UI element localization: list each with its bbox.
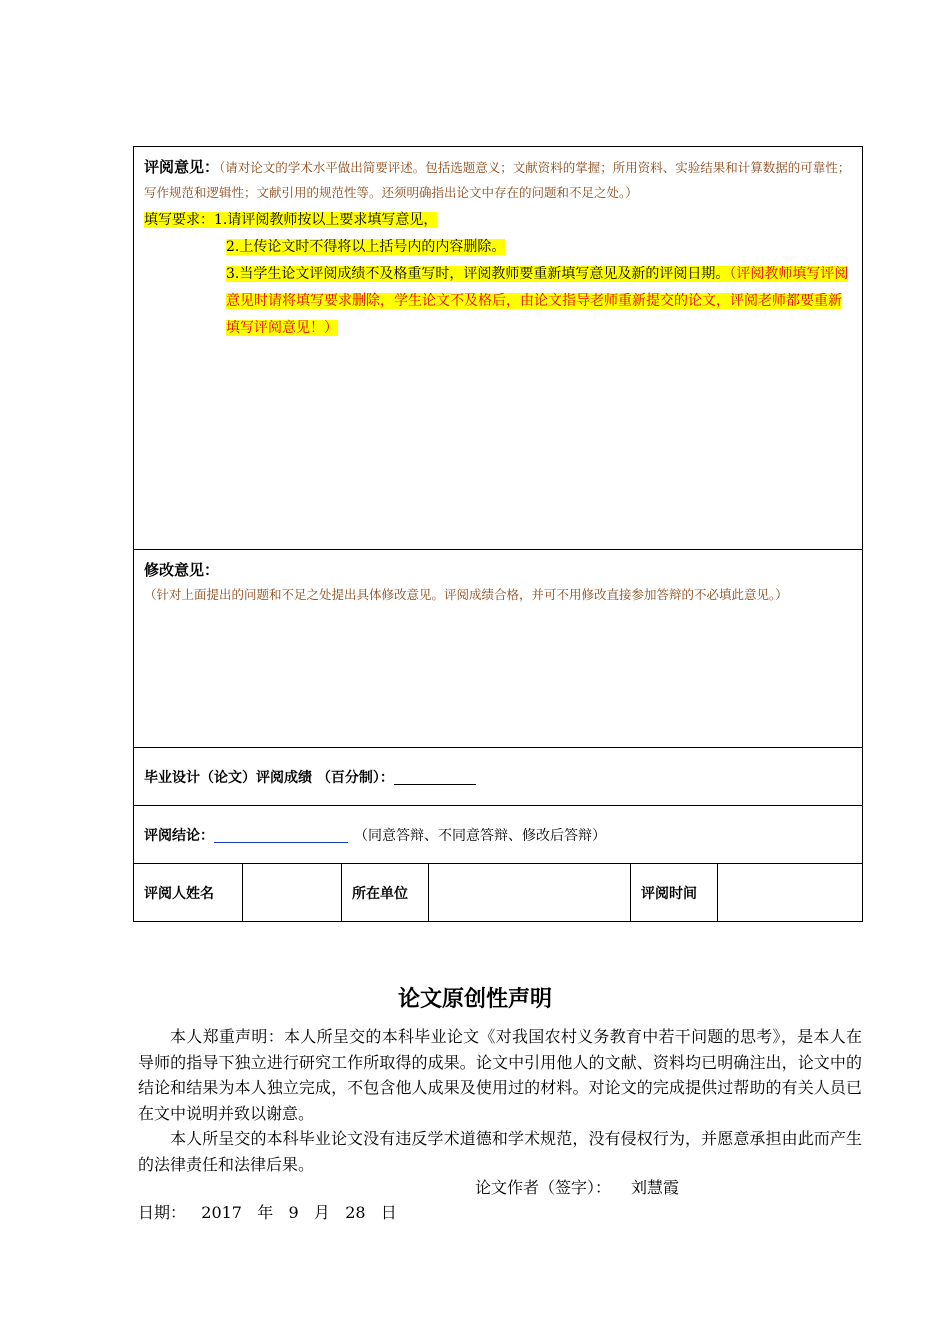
conclusion-label: 评阅结论： [144,827,214,844]
declaration-title: 论文原创性声明 [397,987,552,1012]
review-comments-cell[interactable] [134,147,863,550]
revision-note: （针对上面提出的问题和不足之处提出具体修改意见。评阅成绩合格，并可不用修改直接参加答辩的不必填此意见。） [144,587,788,602]
reviewer-name-label: 评阅人姓名 [144,885,214,902]
req-label: 填写要求： [144,212,214,228]
conclusion-cell [134,806,863,864]
declaration-paragraph-1: 本人郑重声明：本人所呈交的本科毕业论文《对我国农村义务教育中若干问题的思考》，是本人在导师的指导下独立进行研究工作所取得的成果。论文中引用他人的文献、资料均已明确注出，论文中的结论和结果为本人独立完成，不包含他人成果及使用过的材料。对论文的完成提供过帮助的有关人员已在文中说明并致以谢意。 [138,1027,862,1123]
review-form-table [133,146,863,922]
req-item-1: 1.请评阅教师按以上要求填写意见， [214,212,438,228]
revision-label: 修改意见： [144,561,220,579]
req-note: （评阅教师填写评阅意见时请将填写要求删除，学生论文不及格后，由论文指导老师重新提交的论文，评阅老师都要重新填写评阅意见！） [226,266,849,336]
score-cell [134,748,863,806]
declaration-body [138,1024,862,1177]
review-time-label: 评阅时间 [641,885,697,902]
reviewer-name-label-cell [134,864,243,922]
reviewer-unit-label: 所在单位 [352,885,408,902]
conclusion-options: （同意答辩、不同意答辩、修改后答辩） [354,827,606,844]
req-item-3: 3.当学生论文评阅成绩不及格重写时，评阅教师要重新填写意见及新的评阅日期。 [226,266,730,282]
req-item-2: 2.上传论文时不得将以上括号内的内容删除。 [226,239,506,255]
author-name: 刘慧霞 [631,1178,680,1197]
conclusion-blank[interactable] [214,826,348,843]
review-label: 评阅意见： [144,158,220,176]
reviewer-name-field[interactable] [243,864,342,922]
declaration-paragraph-2: 本人所呈交的本科毕业论文没有违反学术道德和学术规范，没有侵权行为，并愿意承担由此而产生的法律责任和法律后果。 [138,1129,862,1174]
author-signature [475,1175,679,1198]
fill-requirements [144,207,852,234]
revision-comments-cell[interactable] [134,550,863,748]
score-blank[interactable] [394,768,476,785]
signature-label: 论文作者（签字）： [475,1178,612,1197]
review-time-label-cell [631,864,718,922]
review-time-field[interactable] [718,864,863,922]
score-label: 毕业设计（论文）评阅成绩 （百分制）： [144,769,394,786]
declaration-date: 日期： 2017 年 9 月 28 日 [138,1203,397,1222]
review-note: （请对论文的学术水平做出简要评述。包括选题意义；文献资料的掌握；所用资料、实验结果和计算数据的可靠性；写作规范和逻辑性；文献引用的规范性等。还须明确指出论文中存在的问题和不足之处。） [144,160,851,200]
reviewer-unit-field[interactable] [429,864,631,922]
reviewer-unit-label-cell [342,864,429,922]
